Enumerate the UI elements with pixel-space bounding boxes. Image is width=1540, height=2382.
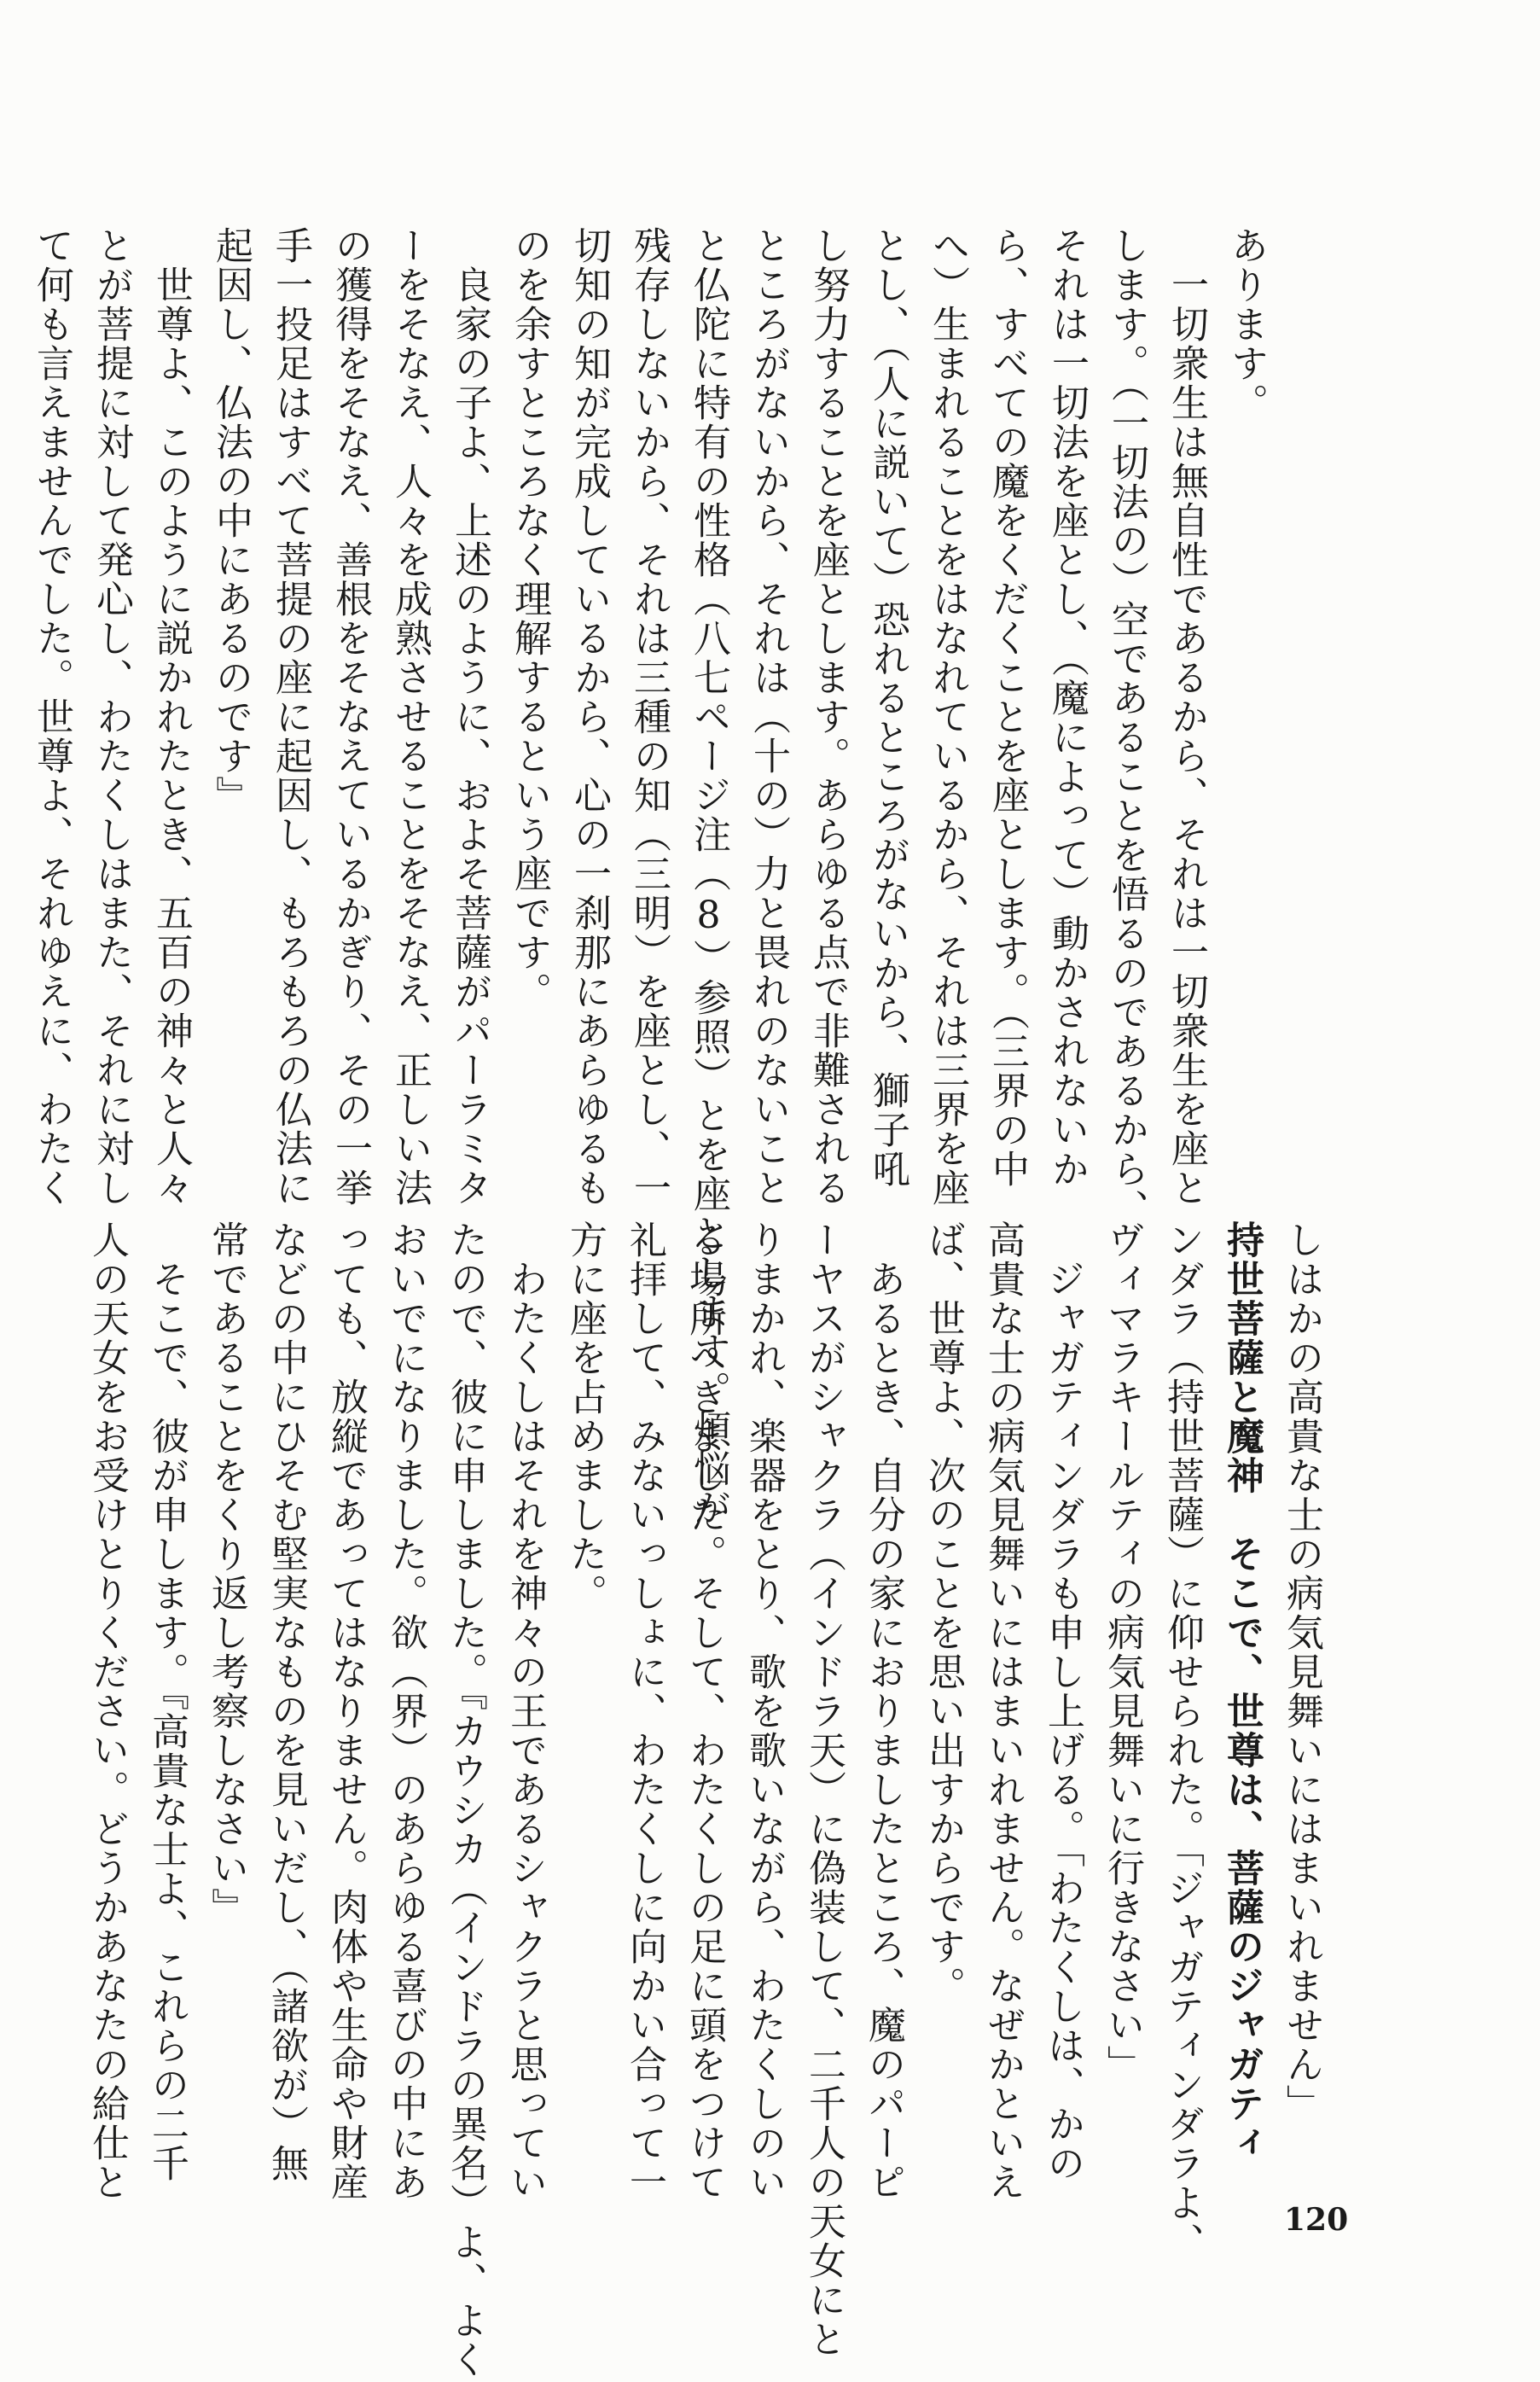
text-line: ら、すべての魔をくだくことを座とします。（三界の中 (985, 226, 1029, 1189)
text-line: ーヤスがシャクラ（インドラ天）に偽装して、二千人の天女にと (802, 1220, 846, 2359)
text-line: ところがないから、それは（十の）力と畏れのないこと (747, 226, 790, 1208)
text-line: 常であることをくり返し考察しなさい』 (205, 1220, 248, 1927)
text-line: ーをそなえ、人々を成熟させることをそなえ、正しい法 (388, 226, 432, 1208)
text-line: りまかれ、楽器をとり、歌を歌いながら、わたくしのい (742, 1220, 786, 2202)
text-line: のを余すところなく理解するという座です。 (508, 226, 551, 1011)
text-line: る場所へきました。そして、わたくしの足に頭をつけて (683, 1220, 726, 2202)
text-line: ヴィマラキールティの病気見舞いに行きなさい」 (1101, 1220, 1144, 2084)
text-line: の獲得をそなえ、善根をそなえているかぎり、その一挙 (328, 226, 372, 1208)
text-line: それは一切法を座とし、（魔によって）動かされないか (1045, 226, 1089, 1189)
text-line: わたくしはそれを神々の王であるシャクラと思ってい (503, 1220, 547, 2202)
page-number: 120 (1284, 2202, 1349, 2238)
text-line: などの中にひそむ堅実なものを見いだし、（諸欲が）無 (264, 1220, 308, 2183)
text-line: 良家の子よ、上述のように、およそ菩薩がパーラミタ (448, 226, 491, 1208)
text-line: とし、（人に説いて）恐れるところがないから、獅子吼 (866, 226, 909, 1189)
text-line: ンダラ（持世菩薩）に仰せられた。「ジャガティンダラよ、 (1160, 1220, 1204, 2262)
text-line: 手一投足はすべて菩提の座に起因し、もろもろの仏法に (269, 226, 312, 1208)
text-line: 一切衆生は無自性であるから、それは一切衆生を座と (1165, 226, 1208, 1208)
text-line: 起因し、仏法の中にあるのです』 (209, 226, 253, 815)
text-line: ジャガティンダラも申し上げる。「わたくしは、かの (1041, 1220, 1084, 2183)
text-line: あります。 (1224, 226, 1268, 422)
text-line: 残存しないから、それは三種の知（三明）を座とし、一 (627, 226, 671, 1208)
section-heading-line: 持世菩薩と魔神 そこで、世尊は、菩薩のジャガティ (1220, 1220, 1264, 2163)
text-line: ば、世尊よ、次のことを思い出すからです。 (921, 1220, 965, 2006)
text-line: て何も言えませんでした。世尊よ、それゆえに、わたく (30, 226, 73, 1208)
text-line: 人の天女をお受けとりください。どうかあなたの給仕と (85, 1220, 129, 2202)
text-line: 礼拝して、みないっしょに、わたくしに向かい合って一 (623, 1220, 666, 2202)
text-line: します。（一切法の）空であることを悟るのであるから、 (1105, 226, 1148, 1228)
text-line: 高貴な士の病気見舞いにはまいれません。なぜかといえ (981, 1220, 1025, 2202)
text-line: あるとき、自分の家におりましたところ、魔のパーピ (862, 1220, 905, 2202)
text-line: っても、放縦であってはなりません。肉体や生命や財産 (324, 1220, 368, 2202)
text-line: しはかの高貴な士の病気見舞いにはまいれません」 (1280, 1220, 1323, 2123)
text-line: と仏陀に特有の性格（八七ページ注（8）参照）とを座とします。煩悩が (687, 226, 730, 1528)
text-line: そこで、彼が申します。『高貴な士よ、これらの二千 (145, 1220, 189, 2183)
text-line: おいでになりました。欲（界）のあらゆる喜びの中にあ (384, 1220, 427, 2202)
text-line: へ）生まれることをはなれているから、それは三界を座 (926, 226, 969, 1208)
text-line: 方に座を占めました。 (563, 1220, 607, 1613)
text-line: 世尊よ、このように説かれたとき、五百の神々と人々 (149, 226, 193, 1208)
text-line: とが菩提に対して発心し、わたくしはまた、それに対し (90, 226, 133, 1208)
text-line: 切知の知が完成しているから、心の一刹那にあらゆるも (567, 226, 611, 1208)
text-line: たので、彼に申しました。『カウシカ（インドラの異名）よ、よく (444, 1220, 487, 2379)
text-line: し努力することを座とします。あらゆる点で非難される (806, 226, 850, 1208)
